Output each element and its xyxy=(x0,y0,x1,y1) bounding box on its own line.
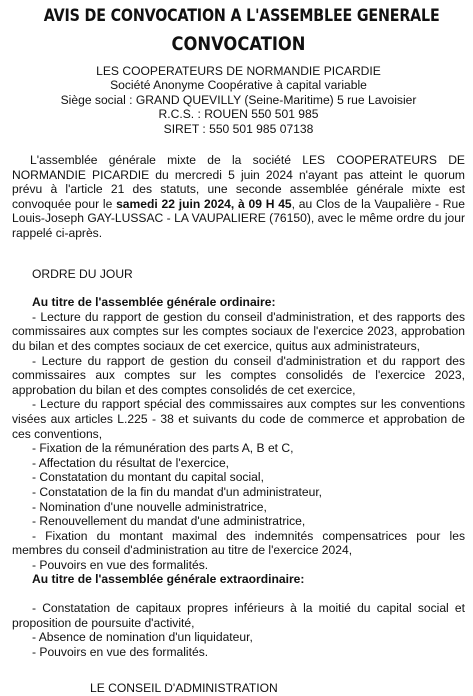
agenda-item: - Affectation du résultat de l'exercice, xyxy=(32,455,230,470)
company-rcs: R.C.S. : ROUEN 550 501 985 xyxy=(158,107,319,122)
company-legal-form: Société Anonyme Coopérative à capital variable xyxy=(110,78,367,93)
company-siret: SIRET : 550 501 985 07138 xyxy=(163,121,314,136)
agenda-item: - Constatation de la fin du mandat d'un administrateur, xyxy=(32,484,323,499)
intro-text-2: , au Clos de la Vaupalière - Rue Louis-Joseph GAY-LUSSAC - LA VAUPALIERE (76150), avec le même ordre du jour rappelé ci-après. xyxy=(12,196,465,240)
ordinary-items xyxy=(12,310,465,573)
agenda-item: - Fixation du montant maximal des indemnités compensatrices pour les membres du conseil d'administration au titre de l'exercice 2024, xyxy=(12,528,465,558)
agenda-item: - Pouvoirs en vue des formalités. xyxy=(32,644,209,659)
agenda-item: - Lecture du rapport de gestion du conseil d'administration et du rapport des commissaires aux comptes sur les comptes consolidés de l'exercice 2023, approbation du bilan et des comptes consolidés de cet exercice, xyxy=(12,353,465,397)
meeting-date: samedi 22 juin 2024, à 09 H 45 xyxy=(116,196,292,211)
agenda-item: - Nomination d'une nouvelle administratrice, xyxy=(32,499,267,514)
agenda-item: - Renouvellement du mandat d'une administratrice, xyxy=(32,514,306,529)
agenda-item: - Absence de nomination d'un liquidateur, xyxy=(32,630,253,645)
ordinary-heading: Au titre de l'assemblée générale ordinaire: xyxy=(32,295,276,310)
company-block xyxy=(12,64,465,136)
notice-title: AVIS DE CONVOCATION A L'ASSEMBLEE GENERALE xyxy=(43,6,440,25)
extraordinary-heading: Au titre de l'assemblée générale extraordinaire: xyxy=(32,572,305,587)
intro-text-1: L'assemblée générale mixte de la société LES COOPERATEURS DE NORMANDIE PICARDIE du mercredi 5 juin 2024 n'ayant pas atteint le quorum prévu à l'article 21 des statuts, une seconde assemblée générale mixte est convoquée pour le xyxy=(12,153,465,211)
company-seat: Siège social : GRAND QUEVILLY (Seine-Maritime) 5 rue Lavoisier xyxy=(60,92,417,107)
notice-subtitle: CONVOCATION xyxy=(171,33,306,55)
agenda-item: - Pouvoirs en vue des formalités. xyxy=(32,557,209,572)
signature: LE CONSEIL D'ADMINISTRATION xyxy=(90,681,278,696)
agenda-item: - Constatation du montant du capital social, xyxy=(32,470,264,485)
agenda-item: - Lecture du rapport spécial des commissaires aux comptes sur les conventions visées aux articles L.225 - 38 et suivants du code de commerce et approbation de ces conventions, xyxy=(12,397,465,441)
extraordinary-items xyxy=(12,601,465,659)
agenda-item: - Constatation de capitaux propres inférieurs à la moitié du capital social et proposition de poursuite d'activité, xyxy=(12,601,465,630)
agenda-item: - Fixation de la rémunération des parts A, B et C, xyxy=(32,441,294,456)
agenda-item: - Lecture du rapport de gestion du conseil d'administration, et des rapports des commissaires aux comptes sur les comptes sociaux de l'exercice 2023, approbation du bilan et des comptes sociaux de cet exercice, quitus aux administrateurs, xyxy=(12,309,465,353)
agenda-title: ORDRE DU JOUR xyxy=(32,266,133,281)
intro-paragraph xyxy=(12,153,465,241)
company-name: LES COOPERATEURS DE NORMANDIE PICARDIE xyxy=(96,64,381,78)
